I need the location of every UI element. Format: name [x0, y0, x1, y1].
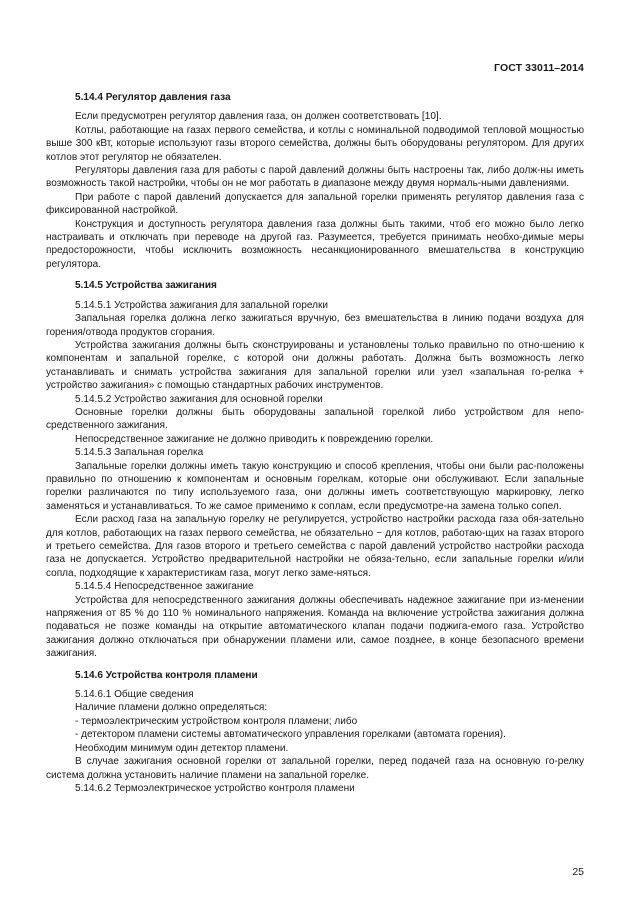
subsection-title: 5.14.5.1 Устройства зажигания для запальной горелки: [75, 299, 328, 311]
paragraph: Необходим минимум один детектор пламени.: [75, 742, 289, 754]
subsection-title: 5.14.6.1 Общие сведения: [75, 689, 194, 701]
paragraph: Основные горелки должны быть оборудованы запальной горелкой либо устройством для непо-средственного зажигания.: [46, 406, 584, 432]
section-heading: 5.14.4 Регулятор давления газа: [75, 92, 231, 103]
subsection-title: 5.14.5.2 Устройство зажигания для основной горелки: [75, 393, 323, 405]
section-heading: 5.14.6 Устройства контроля пламени: [75, 669, 258, 681]
subsection-title: 5.14.5.3 Запальная горелка: [75, 447, 204, 459]
list-item: - термоэлектрическим устройством контроля пламени; либо: [75, 715, 358, 727]
paragraph: При работе с парой давлений допускается для запальной горелки применять регулятор давления газа с фиксированной настройкой.: [46, 191, 584, 217]
paragraph: Конструкция и доступность регулятора давления газа должны быть такими, чтоб его можно было легко настраивать и отключать при переводе на другой газ. Разумеется, требуется принимать необхо-димые меры предосторожности, чтобы исключить возможность несанкционированного вмешательства в конструкцию регулятора.: [46, 218, 584, 270]
paragraph: Если предусмотрен регулятор давления газа, он должен соответствовать [10].: [75, 111, 442, 123]
subsection-title: 5.14.5.4 Непосредственное зажигание: [75, 581, 254, 593]
paragraph: Если расход газа на запальную горелку не регулируется, устройство настройки расхода газа обя-зательно для котлов, работающих на газах первого семейства, не обязательно − для котлов, работаю-щих на газах второго и третьего семейства. Для газов второго и третьего семейства с парой давлений устройство настройки расхода газа не допускается. Устройство предварительной настройки не обяза-тельно, если запальные горелки и/или сопла, подходящие к характеристикам газа, могут легко заме-няться.: [46, 514, 584, 579]
paragraph: Устройства зажигания должны быть сконструированы и установлены только правильно по отно-шению к компонентам и запальной горелке, с которой они должны работать. Должна быть возможность легко устанавливать и снимать устройства зажигания для запальной горелки или узел «запальная го-релка + устройство зажигания» с помощью стандартных рабочих инструментов.: [46, 339, 584, 392]
paragraph: Регуляторы давления газа для работы с парой давлений должны быть настроены так, либо долж-ны иметь возможность такой настройки, чтобы он не мог работать в диапазоне между двумя нормаль-ными давлениями.: [46, 165, 584, 190]
paragraph: Наличие пламени должно определяться:: [75, 702, 268, 714]
paragraph: Запальные горелки должны иметь такую конструкцию и способ крепления, чтобы они были рас-положены правильно по отношению к компонентам и основным горелкам, которые они обслуживают. Если запальные горелки различаются по типу используемого газа, они должны иметь соответствующую маркировку, легко заменяться и устанавливаться. То же самое применимо к соплам, если предусмотре-на замена только сопел.: [46, 460, 584, 512]
section-heading: 5.14.5 Устройства зажигания: [75, 280, 217, 292]
page-body: [46, 91, 584, 795]
paragraph: В случае зажигания основной горелки от запальной горелки, перед подачей газа на основную го-релку система должна установить наличие пламени на запальной горелке.: [46, 756, 584, 781]
paragraph: Устройства для непосредственного зажигания должны обеспечивать надежное зажигание при из-менении напряжения от 85 % до 110 % номинального напряжения. Команда на включение устройства зажигания должна подаваться не позже команды на открытие автоматического клапан подачи поджига-емого газа. Устройство зажигания должно отключаться при обнаружении пламени или, самое позднее, в конце безопасного времени зажигания.: [46, 594, 584, 660]
list-item: - детектором пламени системы автоматического управления горелками (автомата горения).: [75, 729, 506, 741]
paragraph: Запальная горелка должна легко зажигаться вручную, без вмешательства в линию подачи воздуха для горения/отвода продуктов сгорания.: [46, 313, 584, 338]
subsection-title: 5.14.6.2 Термоэлектрическое устройство контроля пламени: [75, 782, 355, 794]
paragraph: Котлы, работающие на газах первого семейства, и котлы с номинальной подводимой тепловой мощностью выше 300 кВт, которые используют газы второго семейства, должны быть оборудованы регулятором. Для других котлов этот регулятор не обязателен.: [46, 124, 584, 163]
paragraph: Непосредственное зажигание не должно приводить к повреждению горелки.: [75, 433, 434, 445]
page-number: 25: [572, 866, 584, 878]
standard-designation: ГОСТ 33011–2014: [494, 62, 584, 74]
